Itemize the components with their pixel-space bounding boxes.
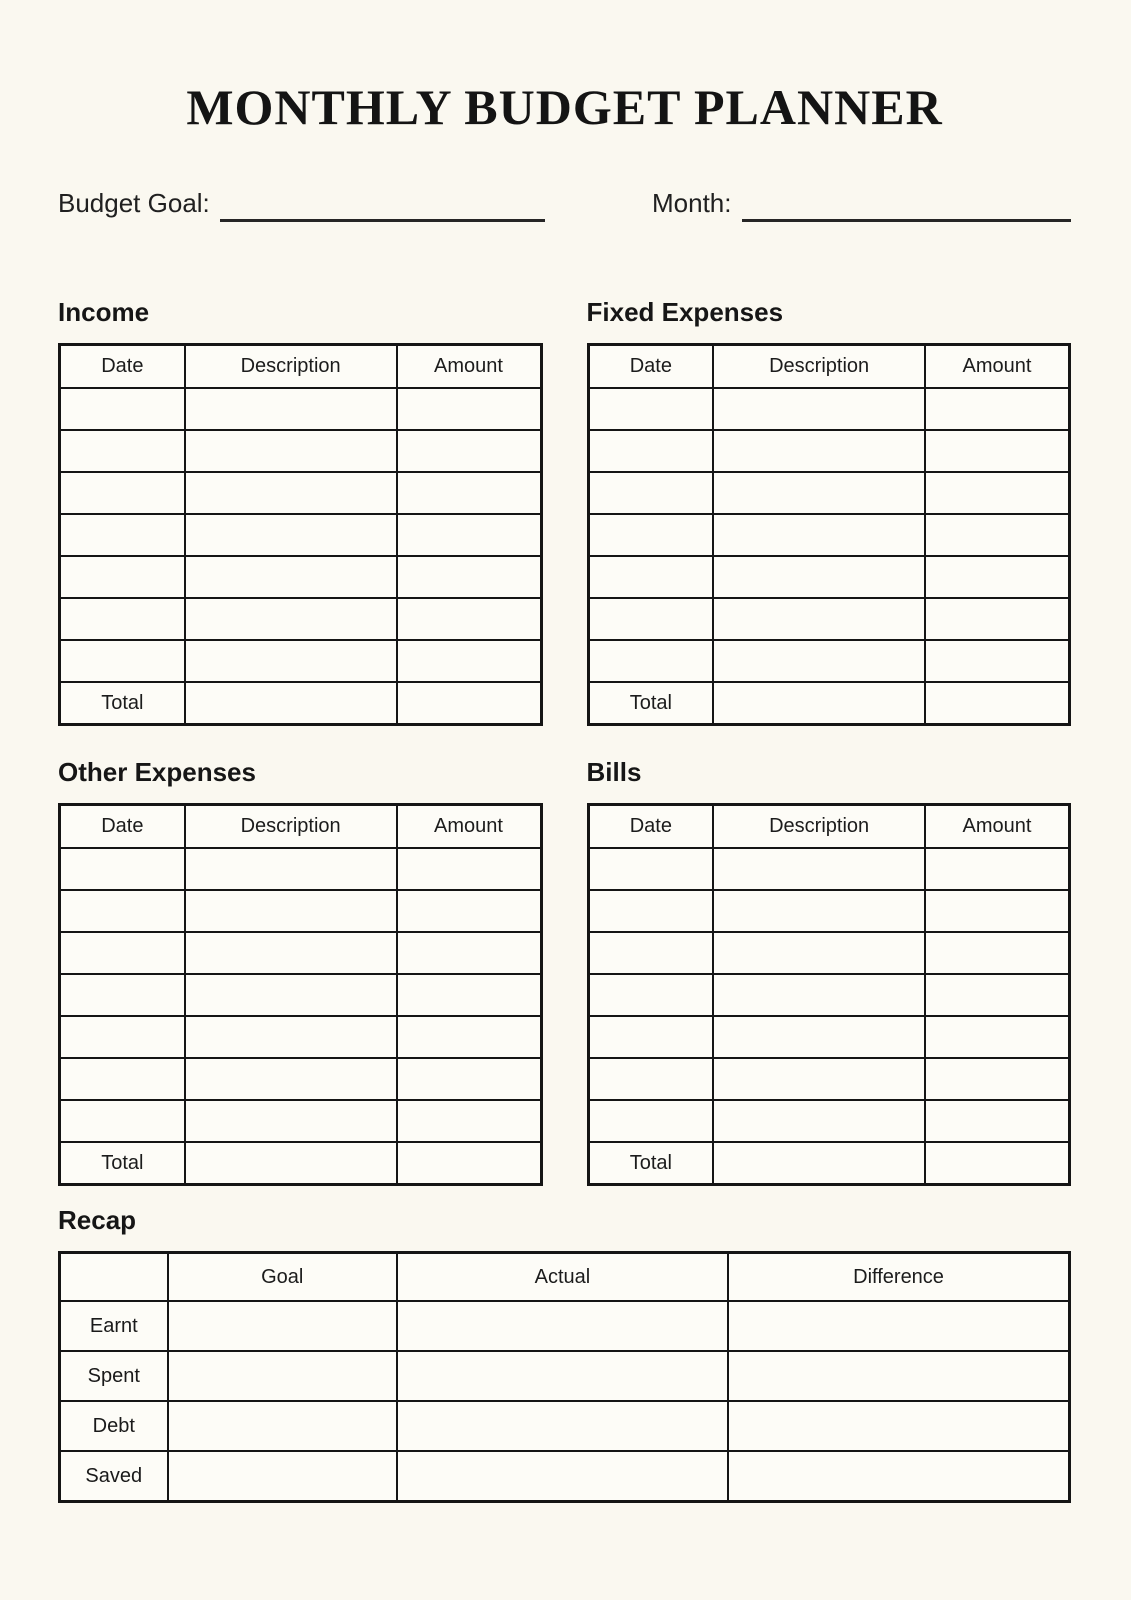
table-header-row [588,805,1070,849]
entry-cell-empty[interactable] [588,640,713,682]
entry-cell-empty[interactable] [397,388,541,430]
entry-cell-empty[interactable] [925,1100,1069,1142]
entry-cell-empty[interactable] [185,1100,397,1142]
entry-row [588,890,1070,932]
entry-cell-empty[interactable] [185,890,397,932]
recap-header-empty [60,1253,168,1302]
bills-table [587,803,1072,1186]
entry-row [588,974,1070,1016]
recap-row-spent [60,1351,1070,1401]
recap-goal-cell[interactable] [168,1451,397,1502]
entry-cell-empty[interactable] [713,640,925,682]
column-header-description: Description [185,345,397,389]
entry-row [588,430,1070,472]
entry-cell-empty[interactable] [925,932,1069,974]
column-header-amount: Amount [925,805,1069,849]
table-header-row [60,345,542,389]
entry-cell-empty[interactable] [60,430,185,472]
entry-cell-empty[interactable] [60,640,185,682]
entry-cell-empty[interactable] [713,388,925,430]
total-row [588,682,1070,725]
entry-cell-empty[interactable] [925,598,1069,640]
entry-cell-empty[interactable] [185,848,397,890]
entry-cell-empty[interactable] [588,848,713,890]
entry-cell-empty[interactable] [60,556,185,598]
entry-cell-empty[interactable] [713,472,925,514]
entry-row [60,388,542,430]
entry-row [588,640,1070,682]
entry-cell-empty[interactable] [60,598,185,640]
entry-cell-empty[interactable] [185,932,397,974]
column-header-date: Date [588,805,713,849]
entry-row [588,1058,1070,1100]
income-table [58,343,543,726]
entry-cell-empty[interactable] [588,1058,713,1100]
total-row [60,1142,542,1185]
entry-cell-empty[interactable] [925,472,1069,514]
recap-difference-cell[interactable] [728,1301,1069,1351]
entry-row [60,1058,542,1100]
entry-row [588,388,1070,430]
section-title-bills: Bills [586,757,642,788]
total-amount-cell[interactable] [925,1142,1069,1185]
recap-difference-cell[interactable] [728,1401,1069,1451]
section-title-recap: Recap [58,1205,137,1236]
recap-actual-cell[interactable] [397,1401,728,1451]
entry-row [60,514,542,556]
recap-row-label: Saved [60,1451,168,1502]
entry-cell-empty[interactable] [60,974,185,1016]
recap-goal-cell[interactable] [168,1401,397,1451]
recap-row-saved [60,1451,1070,1502]
entry-cell-empty[interactable] [185,556,397,598]
entry-cell-empty[interactable] [713,932,925,974]
sections-row-bottom [58,759,1071,1186]
entry-cell-empty[interactable] [713,430,925,472]
recap-actual-cell[interactable] [397,1451,728,1502]
column-header-description: Description [713,345,925,389]
total-description-cell[interactable] [713,682,925,725]
entry-cell-empty[interactable] [60,890,185,932]
entry-cell-empty[interactable] [185,640,397,682]
entry-cell-empty[interactable] [588,556,713,598]
total-description-cell[interactable] [185,682,397,725]
total-amount-cell[interactable] [397,682,541,725]
entry-cell-empty[interactable] [60,848,185,890]
total-label: Total [588,682,713,725]
section-other-expenses [58,759,543,1186]
entry-cell-empty[interactable] [588,472,713,514]
entry-row [60,848,542,890]
entry-cell-empty[interactable] [713,974,925,1016]
entry-row [588,932,1070,974]
entry-row [60,890,542,932]
recap-actual-cell[interactable] [397,1351,728,1401]
recap-difference-cell[interactable] [728,1351,1069,1401]
entry-cell-empty[interactable] [60,388,185,430]
section-recap [58,1207,1071,1503]
entry-cell-empty[interactable] [60,932,185,974]
entry-cell-empty[interactable] [185,1058,397,1100]
total-label: Total [60,682,185,725]
recap-goal-cell[interactable] [168,1351,397,1401]
recap-difference-cell[interactable] [728,1451,1069,1502]
entry-row [60,932,542,974]
entry-cell-empty[interactable] [588,430,713,472]
entry-cell-empty[interactable] [397,640,541,682]
entry-row [588,556,1070,598]
total-label: Total [60,1142,185,1185]
entry-cell-empty[interactable] [713,1100,925,1142]
entry-cell-empty[interactable] [925,388,1069,430]
entry-row [60,598,542,640]
entry-cell-empty[interactable] [925,890,1069,932]
budget-goal-field [58,188,545,219]
entry-cell-empty[interactable] [713,1016,925,1058]
entry-cell-empty[interactable] [397,472,541,514]
entry-row [60,556,542,598]
entry-cell-empty[interactable] [185,514,397,556]
recap-row-earnt [60,1301,1070,1351]
entry-row [588,514,1070,556]
column-header-description: Description [713,805,925,849]
entry-row [588,1100,1070,1142]
total-amount-cell[interactable] [397,1142,541,1185]
recap-header-difference: Difference [728,1253,1069,1302]
recap-header-row [60,1253,1070,1302]
column-header-date: Date [588,345,713,389]
entry-cell-empty[interactable] [60,1058,185,1100]
entry-cell-empty[interactable] [925,848,1069,890]
entry-cell-empty[interactable] [925,430,1069,472]
recap-goal-cell[interactable] [168,1301,397,1351]
entry-cell-empty[interactable] [397,974,541,1016]
section-title-income: Income [58,297,150,328]
entry-row [588,598,1070,640]
recap-header-actual: Actual [397,1253,728,1302]
entry-cell-empty[interactable] [397,932,541,974]
entry-cell-empty[interactable] [185,598,397,640]
entry-cell-empty[interactable] [713,1058,925,1100]
entry-row [588,472,1070,514]
entry-cell-empty[interactable] [713,556,925,598]
entry-row [60,1016,542,1058]
entry-cell-empty[interactable] [588,388,713,430]
column-header-amount: Amount [397,805,541,849]
month-input-line[interactable] [742,219,1072,222]
total-row [588,1142,1070,1185]
column-header-date: Date [60,345,185,389]
recap-row-debt [60,1401,1070,1451]
month-label: Month: [652,188,732,218]
entry-cell-empty[interactable] [185,388,397,430]
entry-row [60,974,542,1016]
entry-cell-empty[interactable] [397,890,541,932]
recap-header-goal: Goal [168,1253,397,1302]
entry-cell-empty[interactable] [60,472,185,514]
entry-cell-empty[interactable] [925,974,1069,1016]
entry-row [60,430,542,472]
entry-cell-empty[interactable] [185,472,397,514]
entry-cell-empty[interactable] [713,890,925,932]
entry-row [588,1016,1070,1058]
column-header-description: Description [185,805,397,849]
recap-actual-cell[interactable] [397,1301,728,1351]
entry-cell-empty[interactable] [713,514,925,556]
entry-cell-empty[interactable] [588,974,713,1016]
entry-cell-empty[interactable] [185,1016,397,1058]
entry-row [60,472,542,514]
entry-cell-empty[interactable] [588,514,713,556]
entry-cell-empty[interactable] [925,1016,1069,1058]
entry-cell-empty[interactable] [713,598,925,640]
entry-cell-empty[interactable] [925,514,1069,556]
total-description-cell[interactable] [713,1142,925,1185]
entry-cell-empty[interactable] [60,514,185,556]
budget-goal-label: Budget Goal: [58,188,210,218]
table-header-row [60,805,542,849]
entry-row [60,1100,542,1142]
budget-goal-input-line[interactable] [220,219,545,222]
fixed-expenses-table [587,343,1072,726]
header-fields [58,188,1071,219]
entry-cell-empty[interactable] [588,932,713,974]
entry-cell-empty[interactable] [185,430,397,472]
entry-cell-empty[interactable] [588,1016,713,1058]
entry-cell-empty[interactable] [925,640,1069,682]
total-description-cell[interactable] [185,1142,397,1185]
page-title: MONTHLY BUDGET PLANNER [186,79,943,135]
section-income [58,299,543,726]
entry-cell-empty[interactable] [397,1058,541,1100]
table-header-row [588,345,1070,389]
entry-cell-empty[interactable] [185,974,397,1016]
total-label: Total [588,1142,713,1185]
total-row [60,682,542,725]
recap-table [58,1251,1071,1503]
entry-cell-empty[interactable] [588,890,713,932]
other-expenses-table [58,803,543,1186]
entry-cell-empty[interactable] [397,430,541,472]
section-bills [587,759,1072,1186]
total-amount-cell[interactable] [925,682,1069,725]
entry-cell-empty[interactable] [397,514,541,556]
recap-row-label: Debt [60,1401,168,1451]
entry-cell-empty[interactable] [925,556,1069,598]
entry-row [60,640,542,682]
entry-cell-empty[interactable] [713,848,925,890]
entry-cell-empty[interactable] [925,1058,1069,1100]
entry-cell-empty[interactable] [397,556,541,598]
entry-cell-empty[interactable] [397,1100,541,1142]
recap-row-label: Spent [60,1351,168,1401]
column-header-amount: Amount [397,345,541,389]
entry-cell-empty[interactable] [60,1016,185,1058]
entry-cell-empty[interactable] [397,848,541,890]
month-field [652,188,1071,219]
recap-row-label: Earnt [60,1301,168,1351]
sections-row-top [58,299,1071,726]
section-title-other-expenses: Other Expenses [58,757,256,788]
entry-cell-empty[interactable] [397,1016,541,1058]
section-fixed-expenses [587,299,1072,726]
column-header-amount: Amount [925,345,1069,389]
column-header-date: Date [60,805,185,849]
entry-row [588,848,1070,890]
entry-cell-empty[interactable] [60,1100,185,1142]
entry-cell-empty[interactable] [588,598,713,640]
section-title-fixed-expenses: Fixed Expenses [586,297,784,328]
entry-cell-empty[interactable] [397,598,541,640]
entry-cell-empty[interactable] [588,1100,713,1142]
